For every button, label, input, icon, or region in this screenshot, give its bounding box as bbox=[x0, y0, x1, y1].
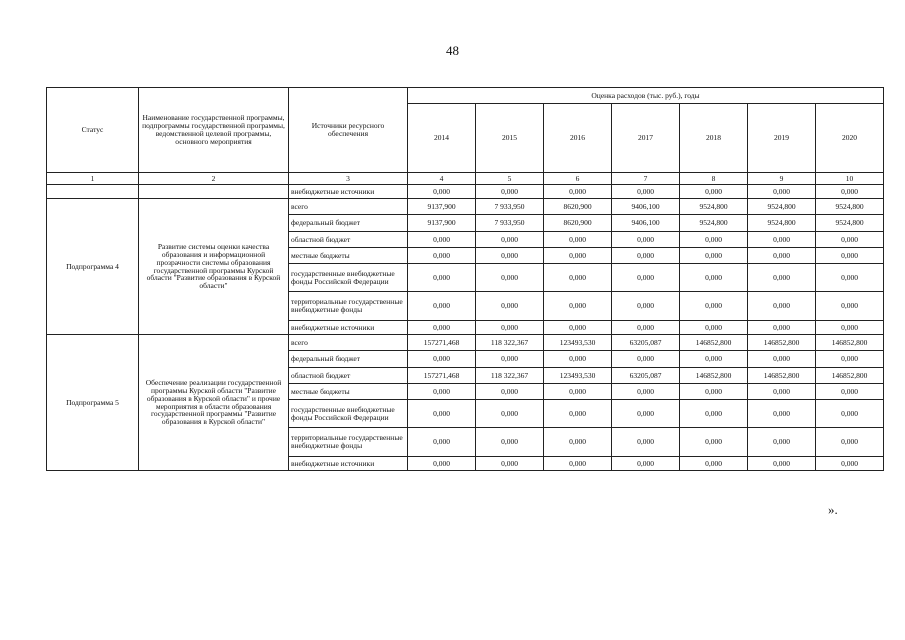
value-cell: 118 322,367 bbox=[476, 335, 544, 351]
source-cell: федеральный бюджет bbox=[289, 351, 408, 368]
value-cell: 0,000 bbox=[816, 248, 884, 264]
value-cell: 0,000 bbox=[612, 400, 680, 428]
closing-quote: ». bbox=[828, 502, 838, 517]
value-cell: 0,000 bbox=[476, 400, 544, 428]
value-cell: 146852,800 bbox=[680, 368, 748, 384]
table-row bbox=[47, 199, 884, 215]
value-cell: 0,000 bbox=[408, 400, 476, 428]
value-cell: 146852,800 bbox=[680, 335, 748, 351]
source-cell: территориальные государственные внебюджетные фонды bbox=[289, 428, 408, 457]
value-cell: 0,000 bbox=[680, 400, 748, 428]
table-row bbox=[47, 335, 884, 351]
value-cell: 7 933,950 bbox=[476, 199, 544, 215]
value-cell: 146852,800 bbox=[816, 368, 884, 384]
value-cell: 0,000 bbox=[544, 292, 612, 321]
value-cell: 0,000 bbox=[476, 428, 544, 457]
value-cell: 0,000 bbox=[476, 232, 544, 248]
source-cell: государственные внебюджетные фонды Российской Федерации bbox=[289, 264, 408, 292]
value-cell: 0,000 bbox=[544, 264, 612, 292]
value-cell: 0,000 bbox=[544, 351, 612, 368]
source-cell: внебюджетные источники bbox=[289, 457, 408, 471]
empty-cell bbox=[47, 185, 139, 199]
value-cell: 9524,800 bbox=[680, 199, 748, 215]
value-cell: 0,000 bbox=[408, 457, 476, 471]
value-cell: 0,000 bbox=[748, 232, 816, 248]
value-cell: 123493,530 bbox=[544, 335, 612, 351]
source-cell: областной бюджет bbox=[289, 232, 408, 248]
value-cell: 0,000 bbox=[544, 428, 612, 457]
value-cell: 0,000 bbox=[544, 248, 612, 264]
column-number: 4 bbox=[408, 173, 476, 185]
value-cell: 0,000 bbox=[476, 248, 544, 264]
value-cell: 0,000 bbox=[816, 428, 884, 457]
value-cell: 8620,900 bbox=[544, 215, 612, 232]
column-number: 9 bbox=[748, 173, 816, 185]
source-cell: местные бюджеты bbox=[289, 384, 408, 400]
value-cell: 0,000 bbox=[408, 428, 476, 457]
value-cell: 0,000 bbox=[612, 248, 680, 264]
header-year: 2016 bbox=[544, 104, 612, 173]
value-cell: 0,000 bbox=[612, 428, 680, 457]
value-cell: 0,000 bbox=[816, 292, 884, 321]
status-cell: Подпрограмма 4 bbox=[47, 199, 139, 335]
column-number: 5 bbox=[476, 173, 544, 185]
value-cell: 0,000 bbox=[680, 428, 748, 457]
value-cell: 0,000 bbox=[612, 185, 680, 199]
source-cell: федеральный бюджет bbox=[289, 215, 408, 232]
value-cell: 0,000 bbox=[680, 384, 748, 400]
value-cell: 0,000 bbox=[544, 400, 612, 428]
value-cell: 146852,800 bbox=[816, 335, 884, 351]
value-cell: 0,000 bbox=[816, 232, 884, 248]
value-cell: 9406,100 bbox=[612, 199, 680, 215]
value-cell: 9137,900 bbox=[408, 215, 476, 232]
source-cell: государственные внебюджетные фонды Российской Федерации bbox=[289, 400, 408, 428]
value-cell: 0,000 bbox=[748, 351, 816, 368]
header-row-top bbox=[47, 88, 884, 104]
value-cell: 0,000 bbox=[544, 384, 612, 400]
header-year: 2017 bbox=[612, 104, 680, 173]
value-cell: 0,000 bbox=[408, 232, 476, 248]
value-cell: 9524,800 bbox=[748, 199, 816, 215]
page-number: 48 bbox=[446, 43, 459, 58]
value-cell: 9524,800 bbox=[816, 199, 884, 215]
value-cell: 9137,900 bbox=[408, 199, 476, 215]
value-cell: 0,000 bbox=[816, 457, 884, 471]
value-cell: 0,000 bbox=[612, 264, 680, 292]
header-expenses: Оценка расходов (тыс. руб.), годы bbox=[408, 88, 884, 104]
value-cell: 9406,100 bbox=[612, 215, 680, 232]
value-cell: 9524,800 bbox=[816, 215, 884, 232]
source-cell: областной бюджет bbox=[289, 368, 408, 384]
value-cell: 0,000 bbox=[544, 321, 612, 335]
column-number: 1 bbox=[47, 173, 139, 185]
value-cell: 7 933,950 bbox=[476, 215, 544, 232]
value-cell: 0,000 bbox=[680, 292, 748, 321]
header-name: Наименование государственной программы, подпрограммы государственной программы, ведомственной целевой программы, основного мероприятия bbox=[139, 88, 289, 173]
value-cell: 0,000 bbox=[476, 292, 544, 321]
value-cell: 0,000 bbox=[816, 351, 884, 368]
column-number: 8 bbox=[680, 173, 748, 185]
expenses-table bbox=[46, 87, 884, 471]
header-status: Статус bbox=[47, 88, 139, 173]
value-cell: 0,000 bbox=[612, 232, 680, 248]
header-year: 2019 bbox=[748, 104, 816, 173]
value-cell: 0,000 bbox=[544, 185, 612, 199]
value-cell: 0,000 bbox=[408, 384, 476, 400]
value-cell: 0,000 bbox=[816, 400, 884, 428]
value-cell: 0,000 bbox=[476, 384, 544, 400]
header-year: 2018 bbox=[680, 104, 748, 173]
column-number-row bbox=[47, 173, 884, 185]
value-cell: 63205,087 bbox=[612, 368, 680, 384]
value-cell: 0,000 bbox=[612, 351, 680, 368]
value-cell: 9524,800 bbox=[748, 215, 816, 232]
value-cell: 0,000 bbox=[612, 457, 680, 471]
value-cell: 0,000 bbox=[612, 321, 680, 335]
value-cell: 0,000 bbox=[544, 232, 612, 248]
empty-cell bbox=[139, 185, 289, 199]
value-cell: 0,000 bbox=[680, 457, 748, 471]
source-cell: местные бюджеты bbox=[289, 248, 408, 264]
value-cell: 0,000 bbox=[748, 457, 816, 471]
value-cell: 0,000 bbox=[476, 351, 544, 368]
column-number: 2 bbox=[139, 173, 289, 185]
value-cell: 0,000 bbox=[680, 351, 748, 368]
value-cell: 8620,900 bbox=[544, 199, 612, 215]
value-cell: 9524,800 bbox=[680, 215, 748, 232]
source-cell: территориальные государственные внебюджетные фонды bbox=[289, 292, 408, 321]
value-cell: 123493,530 bbox=[544, 368, 612, 384]
header-source: Источники ресурсного обеспечения bbox=[289, 88, 408, 173]
program-name-cell: Развитие системы оценки качества образования и информационной прозрачности системы образования государственной программы Курской области "Развитие образования в Курской области" bbox=[139, 199, 289, 335]
value-cell: 0,000 bbox=[544, 457, 612, 471]
value-cell: 0,000 bbox=[748, 384, 816, 400]
value-cell: 0,000 bbox=[612, 384, 680, 400]
source-cell: всего bbox=[289, 335, 408, 351]
value-cell: 0,000 bbox=[408, 264, 476, 292]
value-cell: 0,000 bbox=[476, 185, 544, 199]
value-cell: 0,000 bbox=[680, 321, 748, 335]
value-cell: 0,000 bbox=[748, 264, 816, 292]
value-cell: 0,000 bbox=[816, 264, 884, 292]
source-cell: внебюджетные источники bbox=[289, 321, 408, 335]
value-cell: 0,000 bbox=[408, 292, 476, 321]
value-cell: 0,000 bbox=[408, 351, 476, 368]
column-number: 7 bbox=[612, 173, 680, 185]
program-name-cell: Обеспечение реализации государственной программы Курской области "Развитие образования в Курской области" и прочие мероприятия в области образования государственной программы "Развитие образования в Курской области" bbox=[139, 335, 289, 471]
value-cell: 146852,800 bbox=[748, 368, 816, 384]
value-cell: 0,000 bbox=[816, 185, 884, 199]
column-number: 3 bbox=[289, 173, 408, 185]
value-cell: 0,000 bbox=[476, 264, 544, 292]
value-cell: 0,000 bbox=[748, 321, 816, 335]
column-number: 6 bbox=[544, 173, 612, 185]
value-cell: 63205,087 bbox=[612, 335, 680, 351]
value-cell: 0,000 bbox=[680, 264, 748, 292]
header-year: 2020 bbox=[816, 104, 884, 173]
value-cell: 118 322,367 bbox=[476, 368, 544, 384]
value-cell: 0,000 bbox=[476, 321, 544, 335]
value-cell: 0,000 bbox=[680, 248, 748, 264]
value-cell: 0,000 bbox=[680, 232, 748, 248]
value-cell: 0,000 bbox=[408, 185, 476, 199]
value-cell: 0,000 bbox=[748, 292, 816, 321]
header-year: 2015 bbox=[476, 104, 544, 173]
value-cell: 146852,800 bbox=[748, 335, 816, 351]
value-cell: 157271,468 bbox=[408, 368, 476, 384]
value-cell: 0,000 bbox=[748, 185, 816, 199]
header-year: 2014 bbox=[408, 104, 476, 173]
value-cell: 0,000 bbox=[748, 248, 816, 264]
value-cell: 0,000 bbox=[816, 384, 884, 400]
value-cell: 157271,468 bbox=[408, 335, 476, 351]
value-cell: 0,000 bbox=[476, 457, 544, 471]
value-cell: 0,000 bbox=[748, 428, 816, 457]
value-cell: 0,000 bbox=[816, 321, 884, 335]
value-cell: 0,000 bbox=[408, 321, 476, 335]
status-cell: Подпрограмма 5 bbox=[47, 335, 139, 471]
value-cell: 0,000 bbox=[680, 185, 748, 199]
carry-over-row bbox=[47, 185, 884, 199]
value-cell: 0,000 bbox=[612, 292, 680, 321]
source-cell: всего bbox=[289, 199, 408, 215]
value-cell: 0,000 bbox=[748, 400, 816, 428]
source-cell: внебюджетные источники bbox=[289, 185, 408, 199]
column-number: 10 bbox=[816, 173, 884, 185]
value-cell: 0,000 bbox=[408, 248, 476, 264]
